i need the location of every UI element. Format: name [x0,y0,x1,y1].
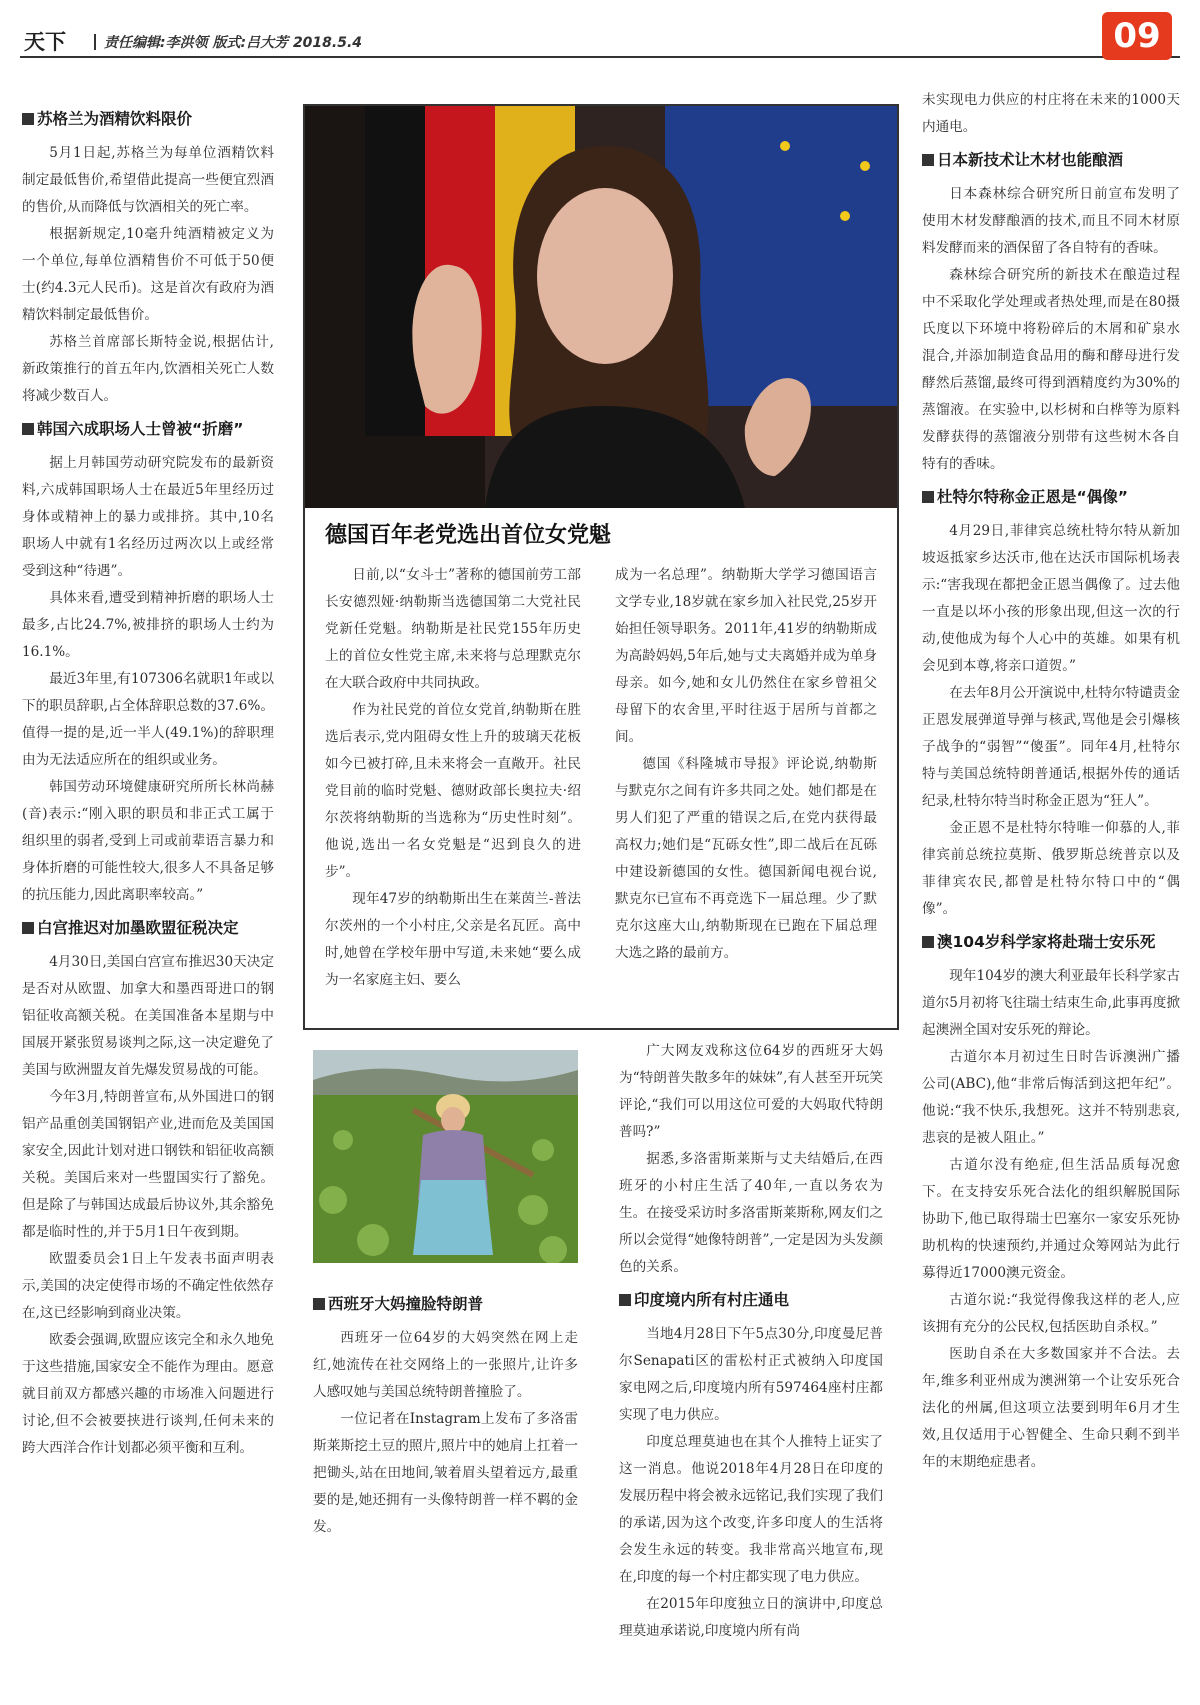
paragraph: 未实现电力供应的村庄将在未来的1000天内通电。 [922,92,1180,135]
page-number-badge: 09 [1102,12,1172,60]
section-name: 天下 [24,30,66,54]
paragraph: 广大网友戏称这位64岁的西班牙大妈为“特朗普失散多年的妹妹”,有人甚至开玩笑评论,“我们可以用这位可爱的大妈取代特朗普吗?” [619,1043,883,1140]
paragraph: 苏格兰首席部长斯特金说,根据估计,新政策推行的首五年内,饮酒相关死亡人数将减少数百人。 [22,334,274,404]
column-right [922,87,1180,1476]
paragraph: 最近3年里,有107306名就职1年或以下的职员辞职,占全体辞职总数的37.6%。值得一提的是,近一半人(49.1%)的辞职理由为无法适应所在的组织或业务。 [22,671,274,768]
paragraph: 在去年8月公开演说中,杜特尔特谴责金正恩发展弹道导弹与核武,骂他是会引爆核子战争的“弱智”“傻蛋”。同年4月,杜特尔特与美国总统特朗普通话,根据外传的通话纪录,杜特尔特当时称金正恩为“狂人”。 [922,685,1180,809]
headline-spain: 西班牙大妈撞脸特朗普 [313,1291,578,1317]
paragraph: 作为社民党的首位女党首,纳勒斯在胜选后表示,党内阻碍女性上升的玻璃天花板如今已被打碎,且未来将会一直敞开。社民党目前的临时党魁、德财政部长奥拉夫·绍尔茨将纳勒斯的当选称为“历史性时刻”。他说,选出一名女党魁是“迟到良久的进步”。 [325,702,581,880]
column-india [619,1038,883,1645]
paragraph: 当地4月28日下午5点30分,印度曼尼普尔Senapati区的雷松村正式被纳入印度国家电网之后,印度境内所有597464座村庄都实现了电力供应。 [619,1326,883,1423]
paragraph: 具体来看,遭受到精神折磨的职场人士最多,占比24.7%,被排挤的职场人士约为16.1%。 [22,590,274,660]
paragraph: 森林综合研究所的新技术在酿造过程中不采取化学处理或者热处理,而是在80摄氏度以下环境中将粉碎后的木屑和矿泉水混合,并添加制造食品用的酶和酵母进行发酵然后蒸馏,最终可得到酒精度约为30%的蒸馏液。在实验中,以杉树和白桦等为原料发酵获得的蒸馏液分别带有这些树木各自特有的香味。 [922,267,1180,472]
paragraph: 5月1日起,苏格兰为每单位酒精饮料制定最低售价,希望借此提高一些便宜烈酒的售价,从而降低与饮酒相关的死亡率。 [22,145,274,215]
paragraph: 据上月韩国劳动研究院发布的最新资料,六成韩国职场人士在最近5年里经历过身体或精神上的暴力或排挤。其中,10名职场人中就有1名经历过两次以上或经常受到这种“待遇”。 [22,455,274,579]
featured-column-2 [615,562,877,967]
headline-india: 印度境内所有村庄通电 [619,1287,883,1313]
paragraph: 印度总理莫迪也在其个人推特上证实了这一消息。他说2018年4月28日在印度的发展历程中将会被永远铭记,我们实现了我们的承诺,因为这个改变,许多印度人的生活将会发生永远的转变。我非常高兴地宣布,现在,印度的每一个村庄都实现了电力供应。 [619,1434,883,1585]
photo-spanish-woman [313,1050,578,1263]
paragraph: 现年104岁的澳大利亚最年长科学家古道尔5月初将飞往瑞士结束生命,此事再度掀起澳洲全国对安乐死的辩论。 [922,968,1180,1038]
column-spain [313,1285,578,1541]
paragraph: 欧盟委员会1日上午发表书面声明表示,美国的决定使得市场的不确定性依然存在,这已经影响到商业决策。 [22,1251,274,1321]
column-left [22,100,274,1462]
paragraph: 欧委会强调,欧盟应该完全和永久地免于这些措施,国家安全不能作为理由。愿意就目前双方都感兴趣的市场准入问题进行讨论,但不会被要挟进行谈判,任何未来的跨大西洋合作计划都必须平衡和互利。 [22,1332,274,1456]
headline-scotland: 苏格兰为酒精饮料限价 [22,106,274,132]
paragraph: 在2015年印度独立日的演讲中,印度总理莫迪承诺说,印度境内所有尚 [619,1596,883,1639]
headline-korea: 韩国六成职场人士曾被“折磨” [22,416,274,442]
editor-info: 责任编辑:李洪领 版式:吕大芳 2018.5.4 [98,32,362,52]
paragraph: 今年3月,特朗普宣布,从外国进口的钢铝产品重创美国钢铝产业,进而危及美国国家安全,因此计划对进口钢铁和铝征收高额关税。美国后来对一些盟国实行了豁免。但是除了与韩国达成最后协议外,其余豁免都是临时性的,并于5月1日午夜到期。 [22,1089,274,1240]
headline-australia: 澳104岁科学家将赴瑞士安乐死 [922,929,1180,955]
paragraph: 西班牙一位64岁的大妈突然在网上走红,她流传在社交网络上的一张照片,让许多人感叹她与美国总统特朗普撞脸了。 [313,1330,578,1400]
paragraph: 4月29日,菲律宾总统杜特尔特从新加坡返抵家乡达沃市,他在达沃市国际机场表示:“害我现在都把金正恩当偶像了。过去他一直是以坏小孩的形象出现,但这一次的行动,使他成为每个人心中的英雄。如果有机会见到本尊,将亲口道贺。” [922,523,1180,674]
paragraph: 成为一名总理”。纳勒斯大学学习德国语言文学专业,18岁就在家乡加入社民党,25岁开始担任领导职务。2011年,41岁的纳勒斯成为高龄妈妈,5年后,她与丈夫离婚并成为单身母亲。如今,她和女儿仍然住在家乡曾祖父母留下的农舍里,平时往返于居所与首都之间。 [615,567,877,745]
paragraph: 德国《科隆城市导报》评论说,纳勒斯与默克尔之间有许多共同之处。她们都是在男人们犯了严重的错误之后,在党内获得最高权力;她们是“瓦砾女性”,即二战后在瓦砾中建设新德国的女性。德国新闻电视台说,默克尔已宣布不再竞选下一届总理。少了默克尔这座大山,纳勒斯现在已跑在下届总理大选之路的最前方。 [615,756,877,961]
paragraph: 据悉,多洛雷斯莱斯与丈夫结婚后,在西班牙的小村庄生活了40年,一直以务农为生。在接受采访时多洛雷斯莱斯称,网友们之所以会觉得“她像特朗普”,一定是因为头发颜色的关系。 [619,1151,883,1275]
headline-whitehouse: 白宫推迟对加墨欧盟征税决定 [22,915,274,941]
featured-headline: 德国百年老党选出首位女党魁 [325,522,612,548]
headline-japan: 日本新技术让木材也能酿酒 [922,147,1180,173]
paragraph: 韩国劳动环境健康研究所所长林尚赫(音)表示:“刚入职的职员和非正式工属于组织里的弱者,受到上司或前辈语言暴力和身体折磨的可能性较大,很多人不具备足够的抗压能力,因此离职率较高。” [22,779,274,903]
paragraph: 4月30日,美国白宫宣布推迟30天决定是否对从欧盟、加拿大和墨西哥进口的钢铝征收高额关税。在美国准备本星期与中国展开紧张贸易谈判之际,这一决定避免了美国与欧洲盟友首先爆发贸易战的可能。 [22,954,274,1078]
headline-duterte: 杜特尔特称金正恩是“偶像” [922,484,1180,510]
featured-article-box [303,104,899,1030]
paragraph: 日前,以“女斗士”著称的德国前劳工部长安德烈娅·纳勒斯当选德国第二大党社民党新任党魁。纳勒斯是社民党155年历史上的首位女性党主席,未来将与总理默克尔在大联合政府中共同执政。 [325,567,581,691]
paragraph: 日本森林综合研究所日前宣布发明了使用木材发酵酿酒的技术,而且不同木材原料发酵而来的酒保留了各自特有的香味。 [922,186,1180,256]
paragraph: 古道尔本月初过生日时告诉澳洲广播公司(ABC),他“非常后悔活到这把年纪”。他说:“我不快乐,我想死。这并不特别悲哀,悲哀的是被人阻止。” [922,1049,1180,1146]
paragraph: 金正恩不是杜特尔特唯一仰慕的人,菲律宾前总统拉莫斯、俄罗斯总统普京以及菲律宾农民,都曾是杜特尔特口中的“偶像”。 [922,820,1180,917]
paragraph: 古道尔没有绝症,但生活品质每况愈下。在支持安乐死合法化的组织解脱国际协助下,他已取得瑞士巴塞尔一家安乐死协助机构的快速预约,并通过众筹网站为此行募得近17000澳元资金。 [922,1157,1180,1281]
paragraph: 古道尔说:“我觉得像我这样的老人,应该拥有充分的公民权,包括医助自杀权。” [922,1292,1180,1335]
paragraph: 一位记者在Instagram上发布了多洛雷斯莱斯挖土豆的照片,照片中的她肩上扛着一把锄头,站在田地间,皱着眉头望着远方,最重要的是,她还拥有一头像特朗普一样不羁的金发。 [313,1411,578,1535]
paragraph: 根据新规定,10毫升纯酒精被定义为一个单位,每单位酒精售价不可低于50便士(约4.3元人民币)。这是首次有政府为酒精饮料制定最低售价。 [22,226,274,323]
page-header [20,12,1180,58]
paragraph: 医助自杀在大多数国家并不合法。去年,维多利亚州成为澳洲第一个让安乐死合法化的州属,但这项立法要到明年6月才生效,且仅适用于心智健全、生命只剩不到半年的末期绝症患者。 [922,1346,1180,1470]
featured-column-1 [325,562,581,994]
paragraph: 现年47岁的纳勒斯出生在莱茵兰-普法尔茨州的一个小村庄,父亲是名瓦匠。高中时,她曾在学校年册中写道,未来她“要么成为一名家庭主妇、要么 [325,891,581,988]
photo-politician [305,106,897,508]
